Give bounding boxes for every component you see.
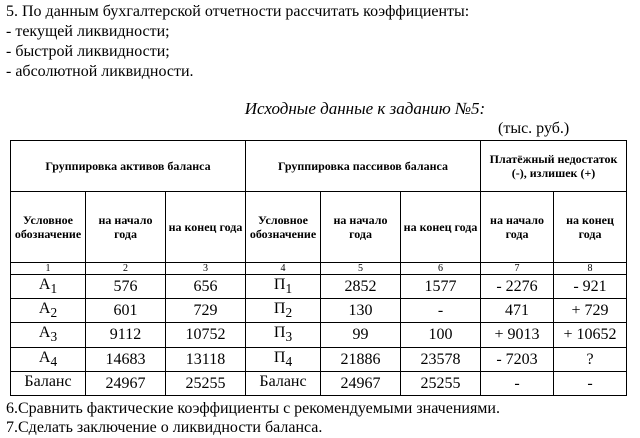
task-line-1: 5. По данным бухгалтерской отчетности рассчитать коэффициенты: <box>6 3 470 20</box>
col-number: 5 <box>321 263 401 275</box>
cell: 9112 <box>86 323 166 347</box>
cell: 21886 <box>321 347 401 371</box>
asset-code: $А_3$ <box>11 323 86 347</box>
col-header: на конец года <box>554 192 627 263</box>
cell: + 9013 <box>481 323 554 347</box>
cell: 729 <box>166 299 246 323</box>
task-line-4: - абсолютной ликвидности. <box>6 63 194 80</box>
cell: 601 <box>86 299 166 323</box>
cell: 24967 <box>86 371 166 395</box>
cell: 99 <box>321 323 401 347</box>
col-number: 1 <box>11 263 86 275</box>
balance-label: Баланс <box>246 371 321 395</box>
cell: - <box>554 371 627 395</box>
col-header: на конец года <box>401 192 481 263</box>
table-row <box>11 299 627 323</box>
balance-label: Баланс <box>11 371 86 395</box>
cell: 656 <box>166 275 246 299</box>
col-number: 8 <box>554 263 627 275</box>
col-header: на начало года <box>86 192 166 263</box>
footer-line-1: 6.Сравнить фактические коэффициенты с рекомендуемыми значениями. <box>6 400 500 417</box>
cell: 13118 <box>166 347 246 371</box>
cell: - 921 <box>554 275 627 299</box>
cell: 25255 <box>166 371 246 395</box>
column-header-row <box>11 192 627 263</box>
table-subtitle: Исходные данные к заданию №5: <box>244 99 486 118</box>
col-header: Условное обозначение <box>246 192 321 263</box>
cell: 10752 <box>166 323 246 347</box>
col-header: на начало года <box>481 192 554 263</box>
group-header-liabilities: Группировка пассивов баланса <box>246 141 481 192</box>
asset-code: $А_1$ <box>11 275 86 299</box>
col-header: на начало года <box>321 192 401 263</box>
asset-code: $А_2$ <box>11 299 86 323</box>
cell: 576 <box>86 275 166 299</box>
group-header-row <box>11 141 627 192</box>
footer-line-2: 7.Сделать заключение о ликвидности баланса. <box>6 419 323 436</box>
cell: 2852 <box>321 275 401 299</box>
cell: 130 <box>321 299 401 323</box>
liability-code: $П_4$ <box>246 347 321 371</box>
cell: - <box>401 299 481 323</box>
table-row <box>11 275 627 299</box>
group-header-assets: Группировка активов баланса <box>11 141 246 192</box>
col-header: на конец года <box>166 192 246 263</box>
cell: 25255 <box>401 371 481 395</box>
cell: 24967 <box>321 371 401 395</box>
units-label: (тыс. руб.) <box>498 120 570 137</box>
cell: - 2276 <box>481 275 554 299</box>
task-line-3: - быстрой ликвидности; <box>6 43 170 60</box>
liquidity-table <box>10 140 627 396</box>
task-line-2: - текущей ликвидности; <box>6 23 170 40</box>
col-number: 4 <box>246 263 321 275</box>
cell: 23578 <box>401 347 481 371</box>
cell: 1577 <box>401 275 481 299</box>
col-number: 6 <box>401 263 481 275</box>
col-number: 3 <box>166 263 246 275</box>
column-number-row <box>11 263 627 275</box>
cell: 14683 <box>86 347 166 371</box>
col-header: Условное обозначение <box>11 192 86 263</box>
cell: 471 <box>481 299 554 323</box>
balance-row <box>11 371 627 395</box>
table-row <box>11 323 627 347</box>
liability-code: $П_1$ <box>246 275 321 299</box>
asset-code: $А_4$ <box>11 347 86 371</box>
table-row <box>11 347 627 371</box>
cell: + 10652 <box>554 323 627 347</box>
cell: + 729 <box>554 299 627 323</box>
liability-code: $П_2$ <box>246 299 321 323</box>
cell: - 7203 <box>481 347 554 371</box>
cell: 100 <box>401 323 481 347</box>
col-number: 2 <box>86 263 166 275</box>
group-header-balance-gap: Платёжный недостаток (-), излишек (+) <box>481 141 627 192</box>
col-number: 7 <box>481 263 554 275</box>
cell: ? <box>554 347 627 371</box>
cell: - <box>481 371 554 395</box>
liability-code: $П_3$ <box>246 323 321 347</box>
